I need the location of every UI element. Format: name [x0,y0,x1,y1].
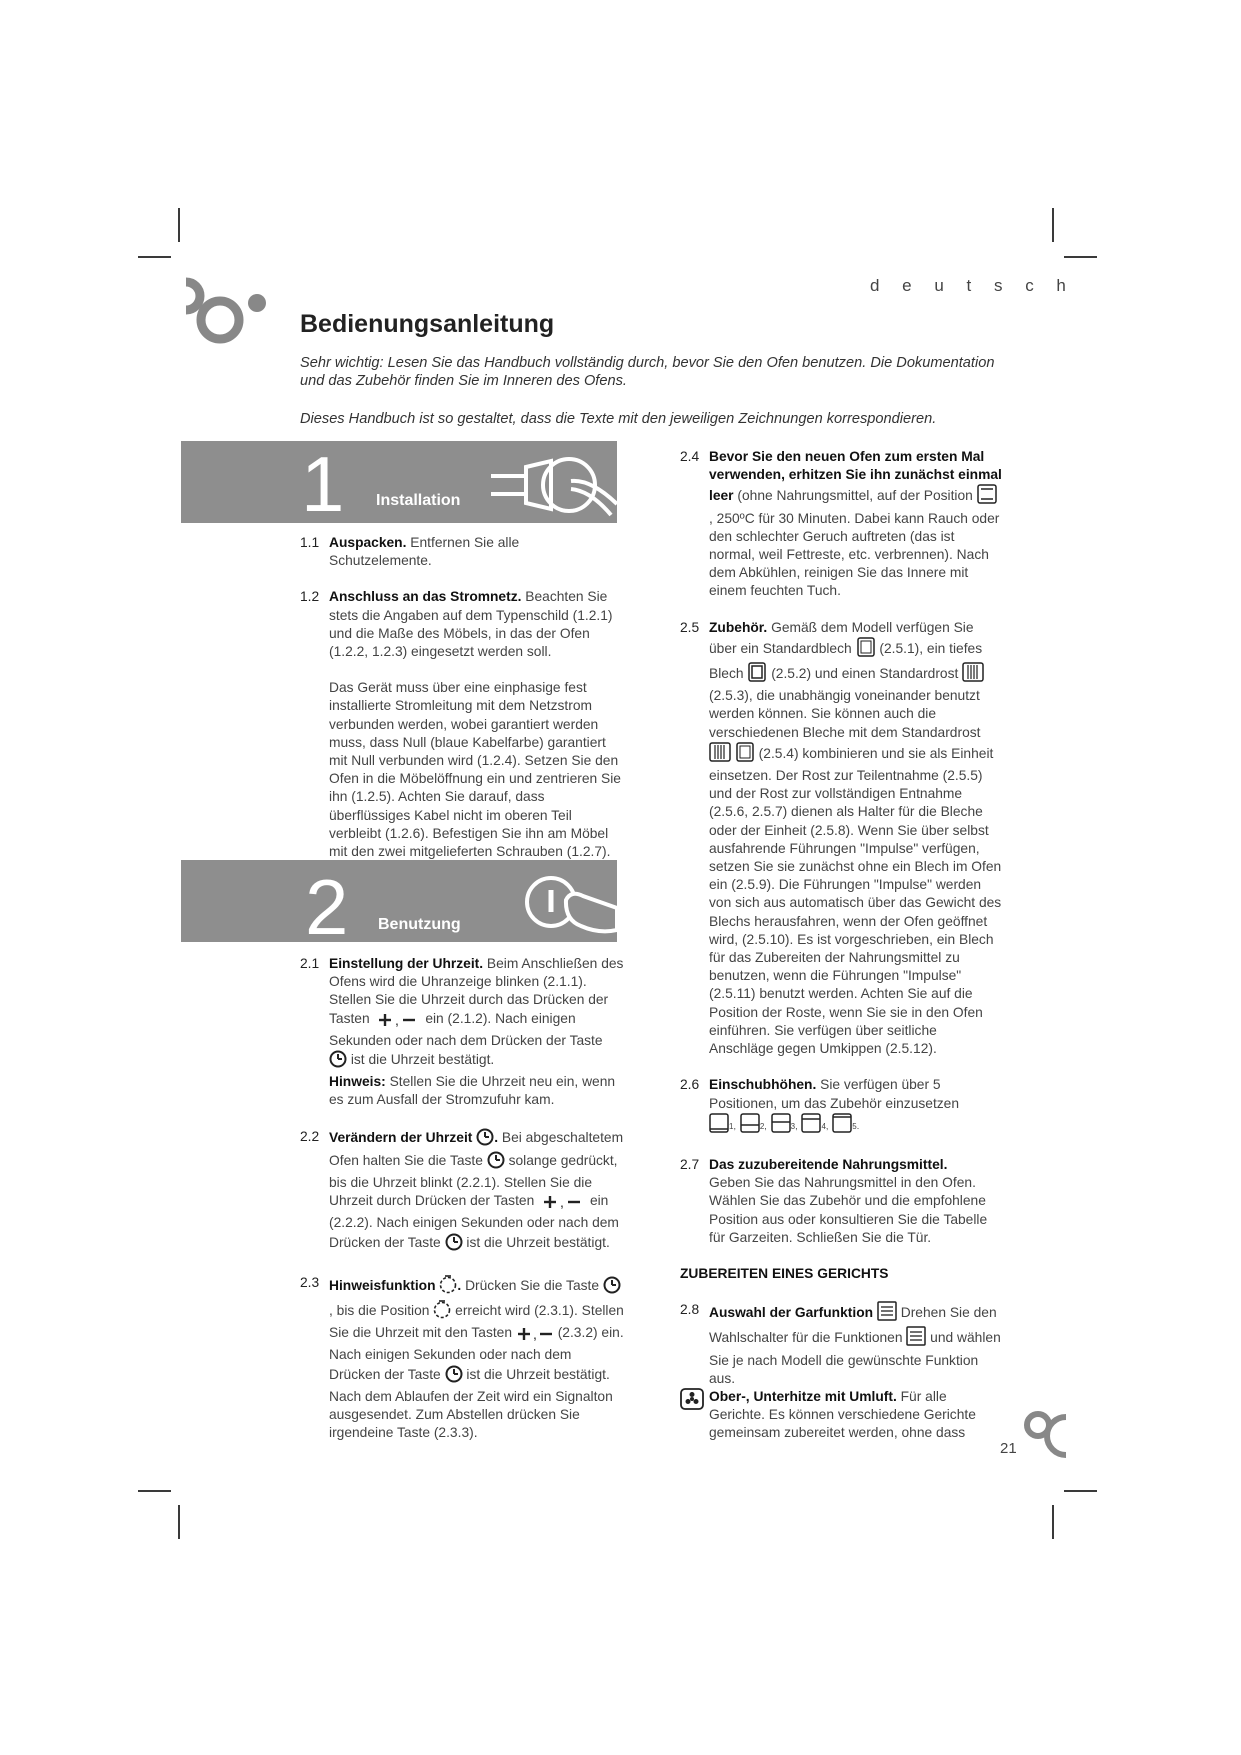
section-2-content [300,955,624,1442]
item-2-8 [680,1301,1004,1388]
shelf-level-label: 2 [759,1121,765,1131]
item-2-7 [680,1156,1004,1247]
item-heading: Hinweisfunktion [329,1277,436,1293]
crop-mark [1064,1490,1097,1492]
hint-label: Hinweis: [329,1074,386,1090]
item-text: , 250ºC für 30 Minuten. Dabei kann Rauch oder den schlechter Geruch auftreten (das ist normal, weil Fettreste, etc. verbrennen). Nach dem Abkühlen, reinigen Sie das Innere mit einem feuchten Tuch. [709,510,1000,599]
shelf-level-2-icon [740,1113,760,1138]
clock-icon [445,1365,463,1388]
item-number: 1.1 [300,535,320,550]
shelf-level-5-icon [832,1113,852,1138]
item-heading: Einschubhöhen. [709,1077,817,1093]
page-number: 21 [1000,1440,1017,1457]
item-text-2: Das Gerät muss über eine einphasige fest installierte Stromleitung mit dem Netzstrom verbunden werden, wobei garantiert werden muss, dass Null (blaue Kabelfarbe) garantiert mit Null verbunden wird (1.2.4). Setzen Sie den Ofen in die Möbelöffnung ein und zentrieren Sie ihn (1.2.5). Achten Sie darauf, dass überflüssiges Kabel nicht im oberen Teil verbleibt (1.2.6). Befestigen Sie ihn am Möbel mit den zwei mitgelieferten Schrauben (1.2.7). [329,680,621,860]
grill-rack-icon [709,742,731,767]
item-2-6: 2.6 Einschubhöhen. Sie verfügen über 5 Positionen, um das Zubehör einzusetzen 1, 2, 3, 4, 5. [680,1076,1004,1138]
crop-mark [1052,208,1054,242]
clock-icon [603,1276,621,1299]
item-fan-function [680,1388,1004,1443]
section-banner-benutzung [181,860,617,942]
item-text: Drehen Sie den Wahlschalter für die Funktionen [709,1305,997,1346]
item-text: (2.5.1), ein tiefes Blech [709,640,983,682]
item-number: 2.6 [680,1077,700,1093]
page-title: Bedienungsanleitung [300,310,555,338]
item-heading: Anschluss an das Stromnetz. [329,589,522,605]
item-text: (2.3.2) ein. Nach einigen Sekunden oder nach dem Drücken der Taste [329,1325,624,1382]
section-number: 2 [305,863,349,942]
item-text: ist die Uhrzeit bestätigt. [462,1234,610,1250]
item-text: Beachten Sie stets die Angaben auf dem Typenschild (1.2.1) und die Maße des Möbels, in das der Ofen (1.2.2, 1.2.3) eingesetzt werden soll. [329,589,613,660]
plug-icon [481,449,617,519]
shelf-level-label: 1 [729,1121,734,1131]
baking-tray-icon [735,742,755,767]
item-number: 2.7 [680,1156,700,1172]
crop-mark [138,1490,171,1492]
item-heading: Auswahl der Garfunktion [709,1305,874,1321]
right-column-content [680,448,1004,1443]
shelf-level-label: 4 [821,1121,826,1131]
crop-mark [1052,1505,1054,1539]
item-text: ein (2.2.2). Nach einigen Sekunden oder nach dem Drücken der Taste [329,1193,619,1250]
item-text: (ohne Nahrungsmittel, auf der Position [733,488,977,504]
item-text: solange gedrückt, bis die Uhrzeit blinkt (2.2.1). Stellen Sie die Uhrzeit durch Drücken der Tasten [329,1152,618,1209]
clock-icon [487,1151,505,1174]
item-number: 1.2 [300,589,320,605]
item-text: ein (2.1.2). Nach einigen Sekunden oder nach dem Drücken der Taste [329,1010,603,1048]
clock-icon [445,1233,463,1256]
shelf-level-label: 3 [790,1121,796,1131]
item-text: Stellen Sie die Uhrzeit neu ein, wenn es zum Ausfall der Stromzufuhr kam. [329,1074,616,1108]
item-text: Entfernen Sie alle Schutzelemente. [329,535,520,569]
item-heading: Zubehör. [709,619,768,635]
item-text: Gemäß dem Modell verfügen Sie über ein Standardblech [709,619,974,656]
grill-rack-icon [962,662,984,687]
function-selector-icon [906,1326,926,1351]
crop-mark [1064,256,1097,258]
subsection-heading: ZUBEREITEN EINES GERICHTS [680,1265,889,1281]
crop-mark [178,208,180,242]
item-heading: Auspacken. [329,535,407,550]
clock-icon [329,1050,347,1073]
item-text: Geben Sie das Nahrungsmittel in den Ofen. Wählen Sie das Zubehör und die empfohlene Position aus oder konsultieren Sie die Tabelle für Garzeiten. Schließen Sie die Tür. [709,1175,988,1245]
item-text: (2.5.2) und einen Standardrost [767,666,963,682]
crop-mark [178,1505,180,1539]
timer-bell-icon [439,1274,457,1299]
intro-paragraph-2: Dieses Handbuch ist so gestaltet, dass die Texte mit den jeweiligen Zeichnungen korrespondieren. [300,411,937,427]
item-text: (2.5.3), die unabhängig voneinander benutzt werden können. Sie können auch die verschiedenen Bleche mit dem Standardrost [709,688,981,740]
section-label: Installation [376,492,461,509]
item-text: Beim Anschließen des Ofens wird die Uhranzeige blinken (2.1.1). Stellen Sie die Uhrzeit durch das Drücken der Tasten [329,956,624,1026]
item-number: 2.2 [300,1128,320,1144]
shelf-level-4-icon [801,1113,821,1138]
svg-text:,: , [560,1194,564,1210]
function-selector-icon [877,1301,897,1326]
item-2-5 [680,619,1004,1059]
item-text: Für alle Gerichte. Es können verschiedene Gerichte gemeinsam zubereitet werden, ohne dass [709,1388,976,1441]
section-label: Benutzung [378,916,461,933]
timer-bell-icon [433,1299,451,1324]
item-1-1 [300,534,624,570]
item-text: Bei abgeschaltetem Ofen halten Sie die Taste [329,1129,624,1168]
item-text: Sie verfügen über 5 Positionen, um das Zubehör einzusetzen [709,1077,960,1111]
item-number: 2.5 [680,619,700,635]
shelf-level-1-icon [709,1113,729,1138]
plus-minus-keys-icon [538,1193,586,1214]
section-banner-installation [181,441,617,523]
item-text: Drücken Sie die Taste [461,1277,603,1293]
item-number: 2.3 [300,1274,320,1290]
item-heading: Verändern der Uhrzeit [329,1129,473,1145]
baking-tray-icon [856,637,876,662]
item-text: erreicht wird (2.3.1). Stellen Sie die Uhrzeit mit den Tasten [329,1303,624,1341]
item-heading: Ober-, Unterhitze mit Umluft. [709,1388,897,1404]
item-number: 2.8 [680,1302,700,1318]
item-heading: Das zuzubereitende Nahrungsmittel. [709,1156,948,1172]
item-heading: Einstellung der Uhrzeit. [329,956,484,971]
svg-text:,: , [395,1011,400,1027]
hand-pressing-button-icon [511,870,617,940]
item-2-1 [300,955,624,1110]
intro-paragraph: Sehr wichtig: Lesen Sie das Handbuch vollständig durch, bevor Sie den Ofen benutzen. Die Dokumentation und das Zubehör finden Sie im Inneren des Ofens. [300,355,995,389]
deep-tray-icon [747,662,767,687]
shelf-level-label: 5 [852,1121,857,1131]
item-number: 2.1 [300,956,320,971]
shelf-level-3-icon [771,1113,791,1138]
section-number: 1 [301,441,345,523]
language-label: d e u t s c h [870,276,1075,295]
crop-mark [138,256,171,258]
item-heading: Bevor Sie den neuen Ofen zum ersten Mal verwenden, erhitzen Sie ihn zunächst einmal leer [709,449,1002,504]
item-text: und wählen Sie je nach Modell die gewünschte Funktion aus. [709,1330,1001,1386]
item-2-4 [680,448,1004,601]
item-1-2 [300,588,624,861]
item-2-2: 2.2 Verändern der Uhrzeit . Bei abgeschaltetem Ofen halten Sie die Taste solange gedrückt, bis die Uhrzeit blinkt (2.2.1). Stellen Sie die Uhrzeit durch Drücken der Tasten , ein (2.2.2). Nach einigen Sekunden oder nach dem Drücken der Taste ist die Uhrzeit bestätigt. [300,1128,624,1256]
plus-minus-keys-icon [516,1325,554,1346]
item-number: 2.4 [680,449,700,464]
item-text: , bis die Position [329,1303,434,1319]
fan-oven-icon [680,1388,704,1415]
section-1-content [300,534,624,861]
clock-icon [476,1128,494,1151]
brand-logo-icon [180,276,280,348]
item-text: ist die Uhrzeit bestätigt. Nach dem Ablaufen der Zeit wird ein Signalton ausgesendet. Zum Abstellen drücken Sie irgendeine Taste (2.3.3). [329,1366,613,1441]
brand-logo-small-icon [1020,1405,1080,1461]
svg-text:,: , [532,1326,537,1342]
item-text: (2.5.4) kombinieren und sie als Einheit einsetzen. Der Rost zur Teilentnahme (2.5.5) und der Rost zur vollständigen Entnahme (2.5.6, 2.5.7) dienen als Halter für die Bleche oder der Einheit (2.5.8). Wenn Sie über selbst ausfahrende Führungen "Impulse" verfügen, setzen Sie sie zunächst ohne ein Blech im Ofen ein (2.5.9). Die Führungen "Impulse" werden von sich aus automatisch über das Gewicht des Blechs herausfahren, wenn der Ofen geöffnet wird, (2.5.10). Es ist vorgeschrieben, ein Blech für das Zubereiten der Nahrungsmittel zu benutzen, wenn die Führungen "Impulse" (2.5.11) benutzt werden. Achten Sie auf die Position der Roste, wenn Sie sie in den Ofen einführen. Sie verfügen über seitliche Anschläge gegen Umkippen (2.5.12). [709,745,1002,1057]
plus-minus-keys-icon [373,1011,421,1032]
oven-conventional-icon [977,484,997,509]
item-text: ist die Uhrzeit bestätigt. [347,1052,495,1068]
item-2-3: 2.3 Hinweisfunktion . Drücken Sie die Taste , bis die Position erreicht wird (2.3.1). Stellen Sie die Uhrzeit mit den Tasten , (2.3.2) ein. Nach einigen Sekunden oder nach dem Drücken der Taste ist die Uhrzeit bestätigt. Nach dem Ablaufen der Zeit wird ein Signalton ausgesendet. Zum Abstellen drücken Sie irgendeine Taste (2.3.3). [300,1274,624,1443]
